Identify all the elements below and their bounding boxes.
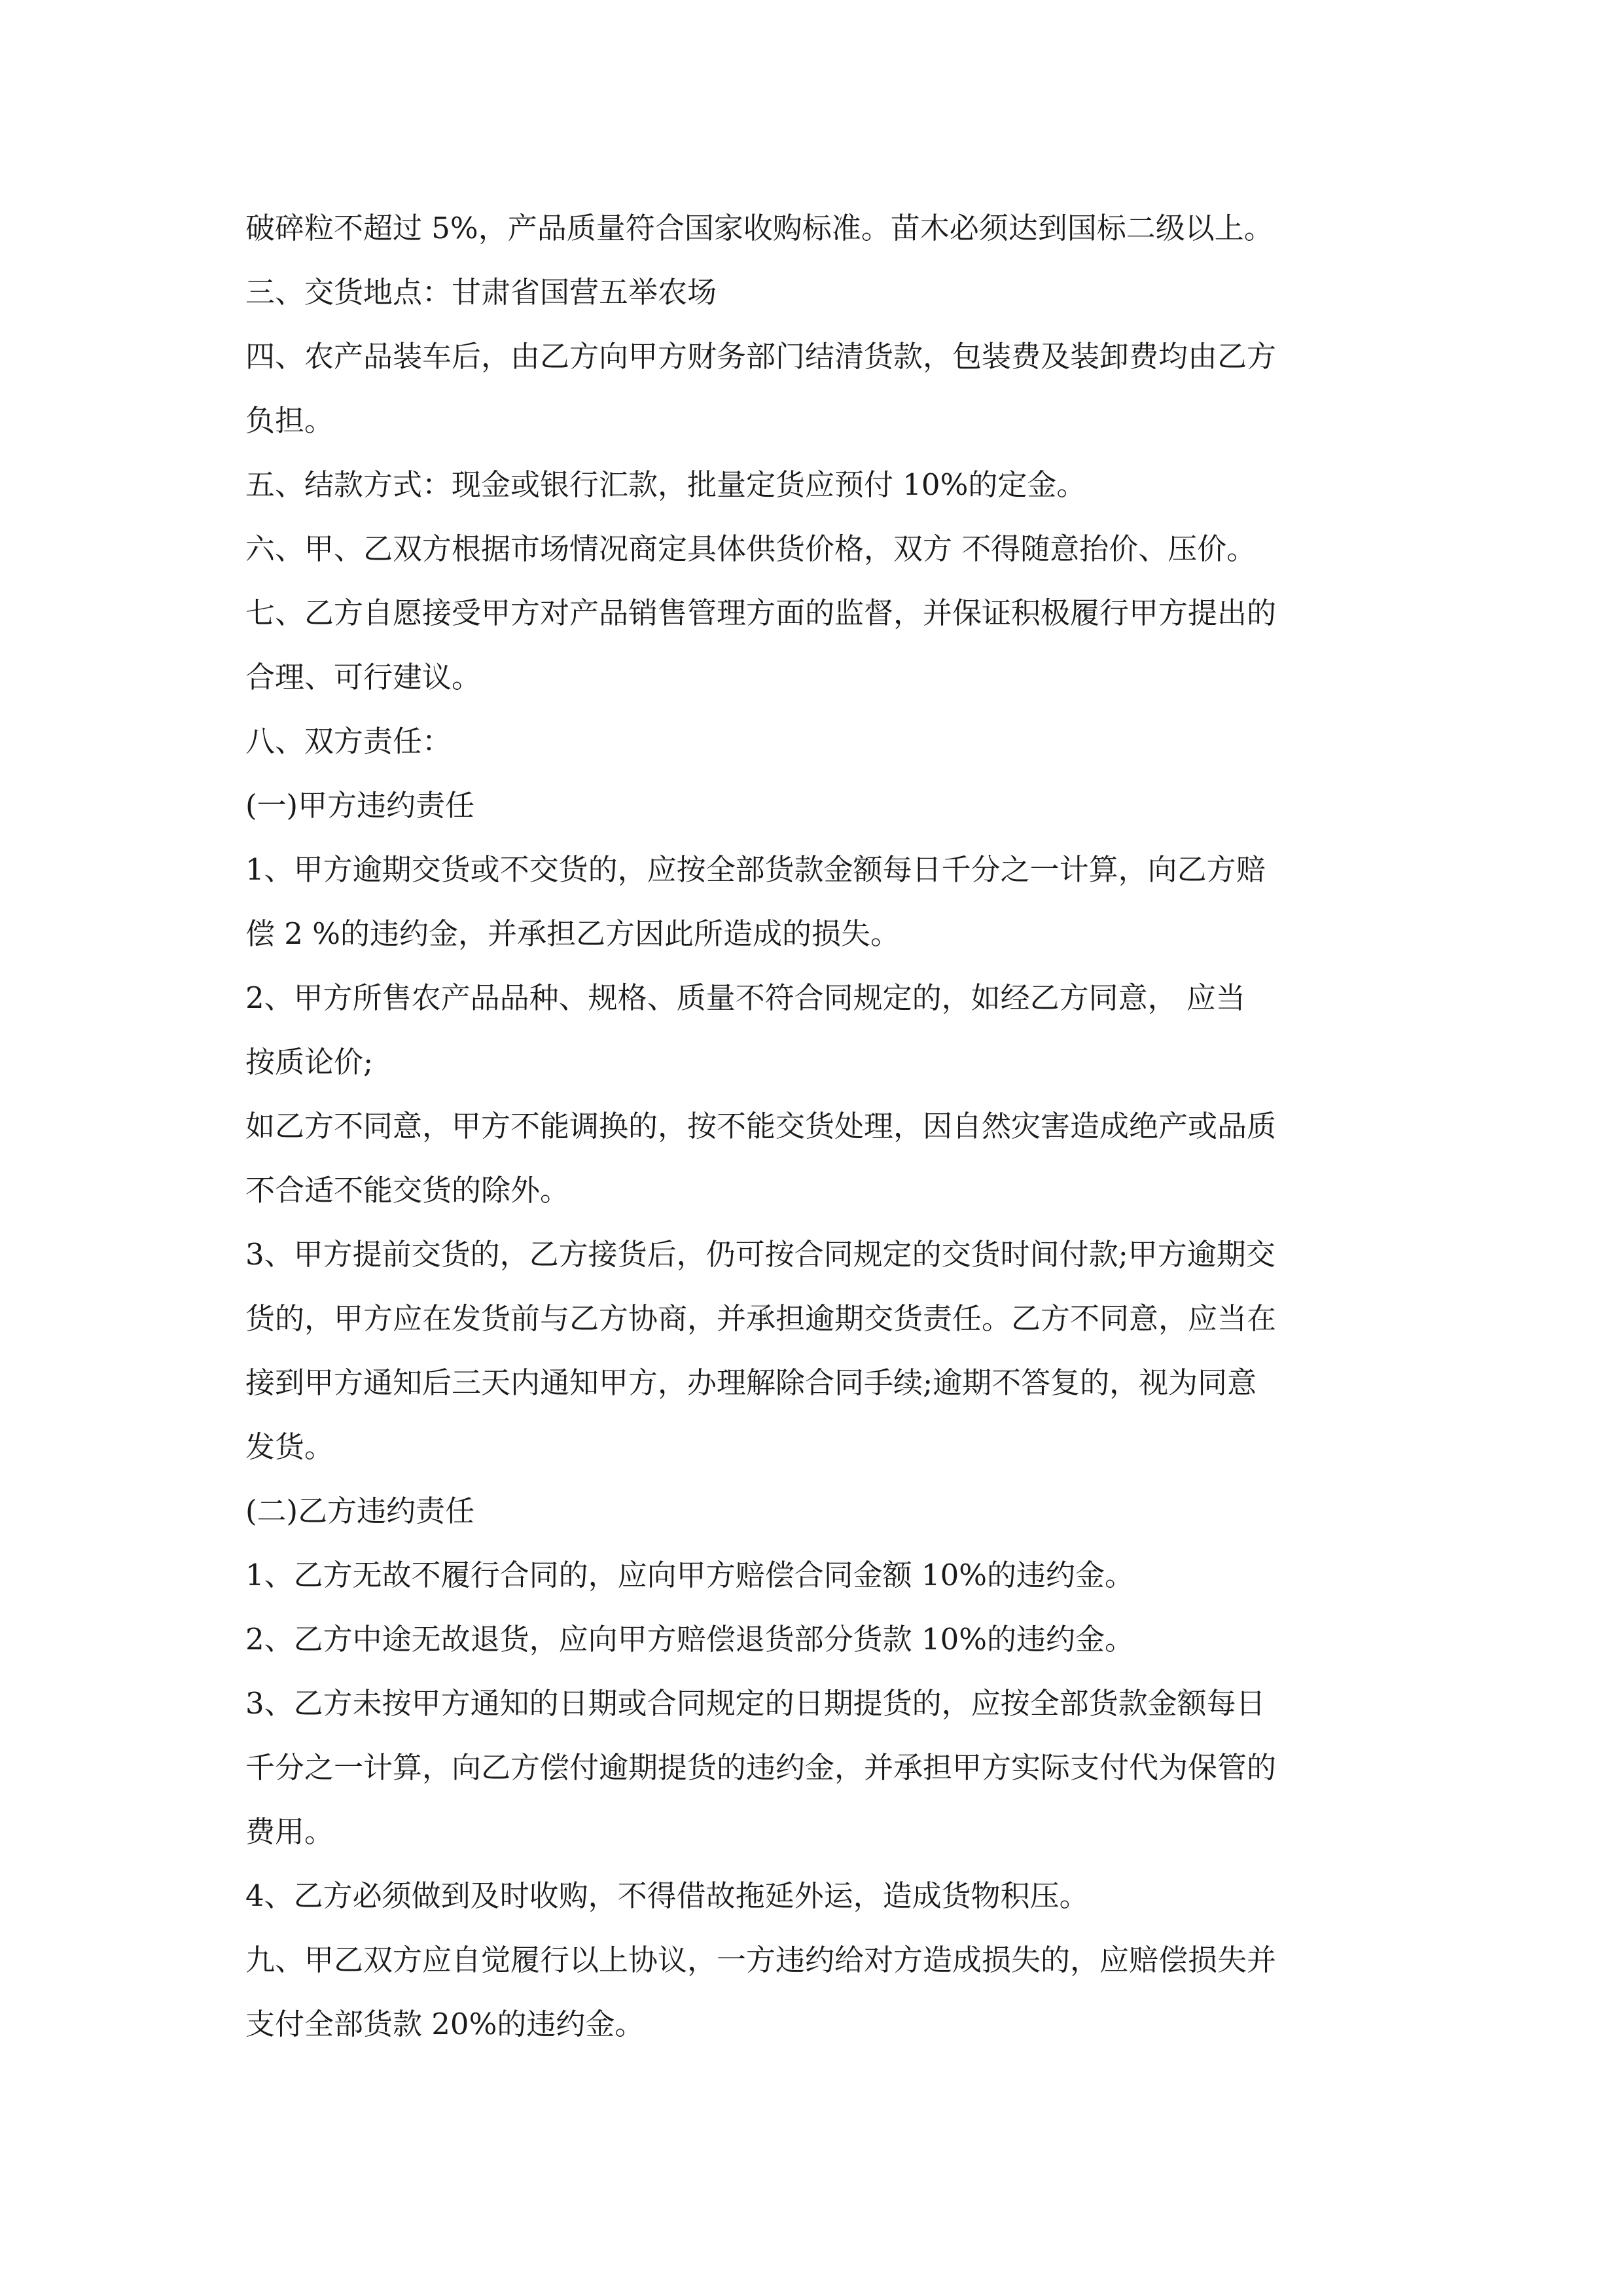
text-line: 偿 2 %的违约金，并承担乙方因此所造成的损失。 [245, 916, 900, 951]
text-line: 合理、可行建议。 [245, 660, 482, 694]
text-line: (二)乙方违约责任 [245, 1494, 475, 1528]
text-line: 如乙方不同意，甲方不能调换的，按不能交货处理，因自然灾害造成绝产或品质 [245, 1109, 1277, 1143]
text-line: 负担。 [245, 403, 334, 438]
text-line: 2、乙方中途无故退货，应向甲方赔偿退货部分货款 10%的违约金。 [245, 1622, 1134, 1657]
text-line: 九、甲乙双方应自觉履行以上协议，一方违约给对方造成损失的，应赔偿损失并 [245, 1943, 1277, 1977]
text-line: 接到甲方通知后三天内通知甲方，办理解除合同手续;逾期不答复的，视为同意 [245, 1365, 1257, 1400]
text-line: 六、甲、乙双方根据市场情况商定具体供货价格，双方 不得随意抬价、压价。 [245, 531, 1257, 566]
text-line: 1、乙方无故不履行合同的，应向甲方赔偿合同金额 10%的违约金。 [245, 1558, 1134, 1592]
text-line: 费用。 [245, 1814, 334, 1849]
text-line: 千分之一计算，向乙方偿付逾期提货的违约金，并承担甲方实际支付代为保管的 [245, 1750, 1277, 1785]
text-line: 八、双方责任： [245, 724, 452, 759]
text-line: 四、农产品装车后，由乙方向甲方财务部门结清货款，包装费及装卸费均由乙方 [245, 339, 1277, 374]
text-line: (一)甲方违约责任 [245, 788, 475, 823]
text-line: 按质论价; [245, 1045, 374, 1079]
text-line: 货的，甲方应在发货前与乙方协商，并承担逾期交货责任。乙方不同意，应当在 [245, 1301, 1277, 1336]
text-line: 不合适不能交货的除外。 [245, 1173, 570, 1208]
text-line: 三、交货地点：甘肃省国营五举农场 [245, 275, 717, 310]
text-line: 1、甲方逾期交货或不交货的，应按全部货款金额每日千分之一计算，向乙方赔 [245, 852, 1266, 887]
document-body [245, 196, 1378, 2056]
text-line: 五、结款方式：现金或银行汇款，批量定货应预付 10%的定金。 [245, 467, 1086, 502]
text-line: 支付全部货款 20%的违约金。 [245, 2007, 645, 2041]
text-line: 七、乙方自愿接受甲方对产品销售管理方面的监督，并保证积极履行甲方提出的 [245, 596, 1277, 630]
text-line: 4、乙方必须做到及时收购，不得借故拖延外运，造成货物积压。 [245, 1878, 1089, 1913]
text-line: 发货。 [245, 1429, 334, 1464]
text-line: 破碎粒不超过 5%，产品质量符合国家收购标准。苗木必须达到国标二级以上。 [245, 211, 1274, 245]
text-line: 3、乙方未按甲方通知的日期或合同规定的日期提货的，应按全部货款金额每日 [245, 1686, 1266, 1721]
text-line: 2、甲方所售农产品品种、规格、质量不符合同规定的，如经乙方同意， 应当 [245, 980, 1245, 1015]
text-line: 3、甲方提前交货的，乙方接货后，仍可按合同规定的交货时间付款;甲方逾期交 [245, 1237, 1275, 1272]
